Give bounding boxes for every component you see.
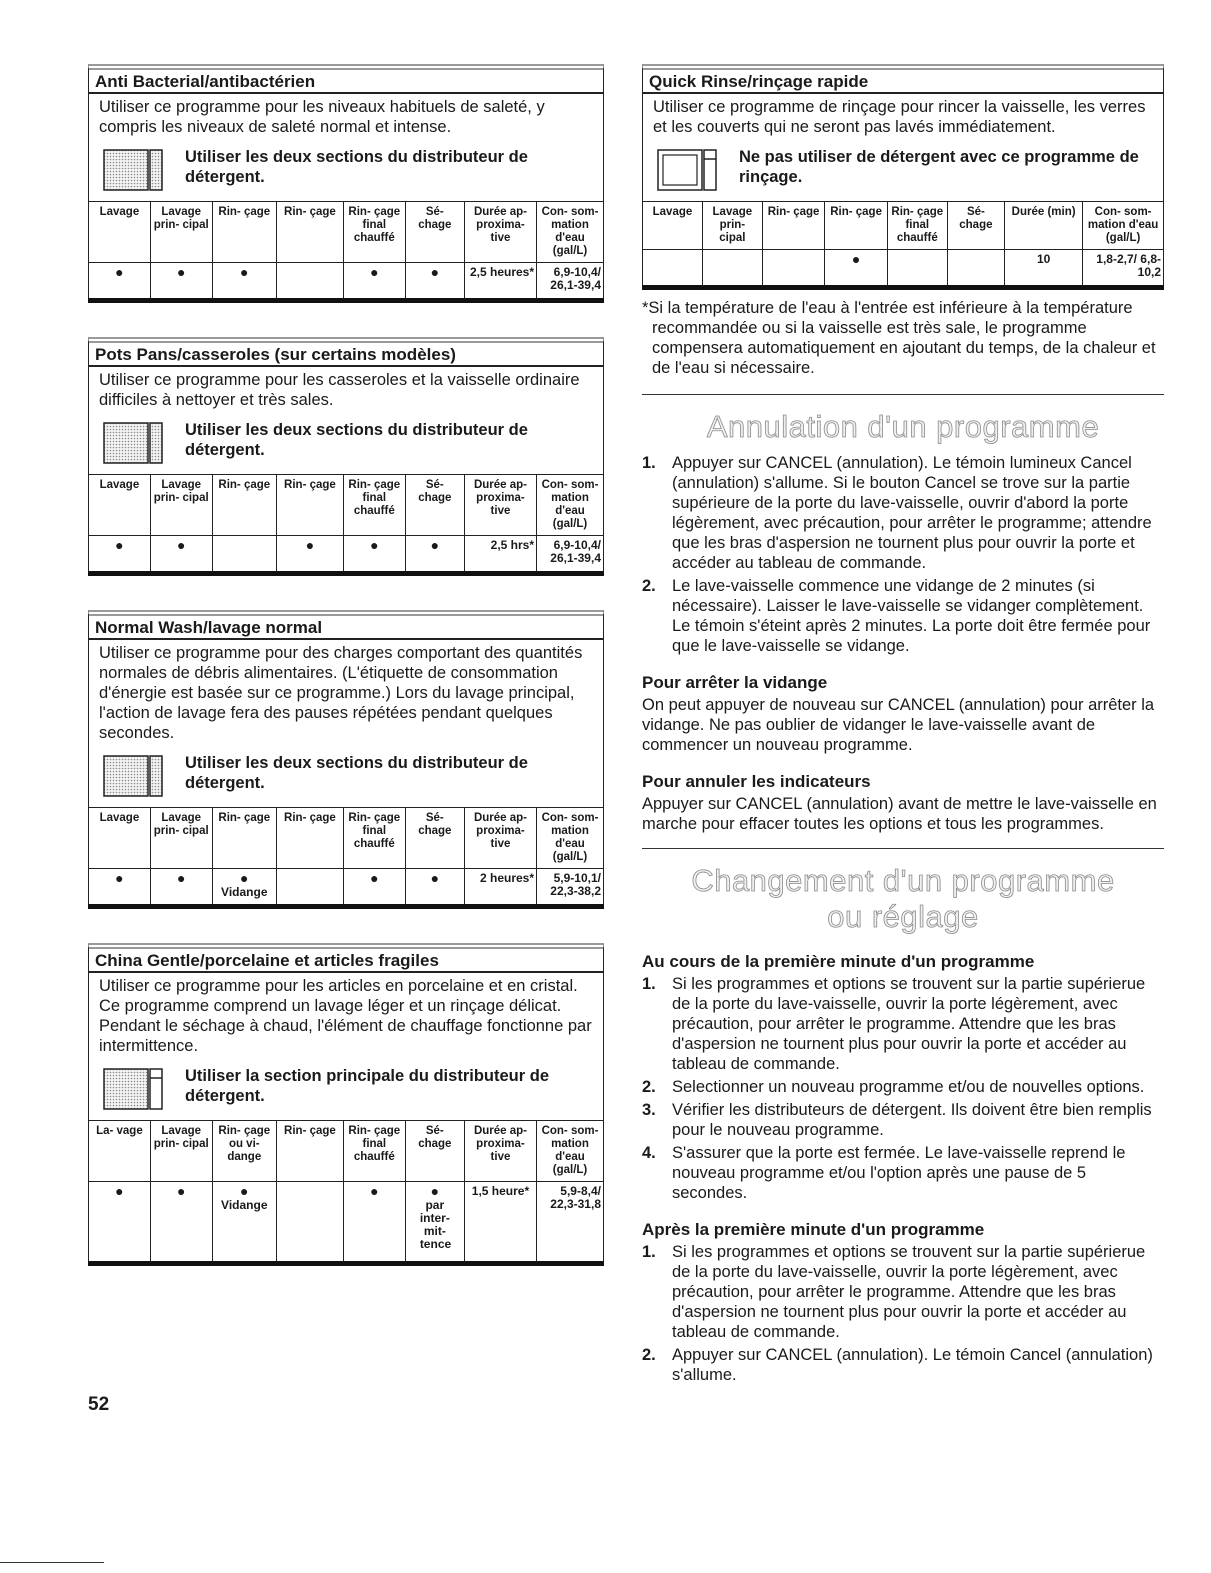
header-dry: Sé- chage xyxy=(947,202,1004,250)
table-row xyxy=(89,1182,604,1264)
cycle-table xyxy=(88,1120,604,1266)
list-item: 1. Si les programmes et options se trouvent sur la partie supérierue de la porte du lave-vaisselle, ouvrir la porte légèrement, avec précaution, pour arrêter le programme. Attendre que les bras d'aspersion ne tournent plus pour ouvrir la porte et accéder au tableau de commande. xyxy=(642,1243,1146,1341)
dot-icon: ● xyxy=(430,870,440,886)
header-duration: Durée ap- proxima- tive xyxy=(464,475,536,536)
right-column xyxy=(642,64,1164,1388)
header-main-wash: Lavage prin- cipal xyxy=(150,475,212,536)
header-duration: Durée ap- proxima- tive xyxy=(464,202,536,263)
dot-icon: ● xyxy=(370,537,379,553)
cycle-description: Utiliser ce programme pour des charges comportant des quantités normales de débris alimentaires. (L'étiquette de consommation d'énergie est basée sur ce programme.) Lors du lavage principal, l'action de lavage fera des pauses répétées pendant quelques secondes. xyxy=(99,644,583,742)
list-item: 2. Selectionner un nouveau programme et/ou de nouvelles options. xyxy=(642,1078,1145,1096)
header-final-rinse: Rin- çage final chauffé xyxy=(343,202,405,263)
dot-icon: ● xyxy=(115,537,124,553)
section-title-cancel: Annulation d'un programme xyxy=(706,409,1100,444)
header-rinse: Rin- çage xyxy=(212,202,276,263)
list-item: 4. S'assurer que la porte est fermée. Le lave-vaisselle reprend le nouveau programme et/ou l'option après une pause de 5 secondes. xyxy=(642,1144,1126,1202)
dry-note: par inter- mit- tence xyxy=(419,1198,452,1251)
list-item: 3. Vérifier les distributeurs de détergent. Ils doivent être bien remplis pour le nouveau programme. xyxy=(642,1101,1152,1139)
dot-icon: ● xyxy=(115,264,124,280)
dot-icon: ● xyxy=(430,264,440,280)
header-wash: La- vage xyxy=(89,1121,151,1182)
header-wash: Lavage xyxy=(643,202,703,250)
cycle-normal-wash xyxy=(88,610,604,909)
dot-icon: ● xyxy=(176,537,186,553)
dot-icon: ● xyxy=(370,1183,379,1199)
table-row xyxy=(89,869,604,907)
cycle-table xyxy=(88,474,604,576)
water-value: 6,9-10,4/ 26,1-39,4 xyxy=(537,536,604,574)
dot-icon: ● xyxy=(240,1183,249,1199)
table-row xyxy=(643,250,1164,288)
header-rinse: Rin- çage xyxy=(276,1121,343,1182)
after-minute-steps xyxy=(642,1242,1164,1385)
header-wash: Lavage xyxy=(89,202,151,263)
cycle-description: Utiliser ce programme pour les articles en porcelaine et en cristal. Ce programme comprend un lavage léger et un rinçage délicat. Pendant le séchage à chaud, l'élément de chauffage fonctionne par intermittence. xyxy=(99,977,592,1055)
subheading-cancel-indicators: Pour annuler les indicateurs xyxy=(642,772,871,791)
header-main-wash: Lavage prin- cipal xyxy=(150,202,212,263)
table-row xyxy=(89,263,604,301)
detergent-dispenser-both-icon xyxy=(103,149,163,191)
header-duration: Durée (min) xyxy=(1005,202,1083,250)
header-dry: Sé- chage xyxy=(405,808,464,869)
paragraph-stop-drain: On peut appuyer de nouveau sur CANCEL (annulation) pour arrêter la vidange. Ne pas oublier de vidanger le lave-vaisselle avant de commencer un nouveau programme. xyxy=(642,696,1155,754)
cycle-description: Utiliser ce programme pour les casseroles et la vaisselle ordinaire difficiles à nettoyer et très sales. xyxy=(99,371,580,409)
list-item: 1. Si les programmes et options se trouvent sur la partie supérierue de la porte du lave-vaisselle, ouvrir la porte légèrement, avec précaution, pour arrêter le programme. Attendre que les bras d'aspersion ne tournent plus pour ouvrir la porte et accéder au tableau de commande. xyxy=(642,975,1146,1073)
drain-label: Vidange xyxy=(221,1198,268,1212)
header-rinse-or-drain: Rin- çage ou vi- dange xyxy=(212,1121,276,1182)
list-item: 2. Appuyer sur CANCEL (annulation). Le témoin Cancel (annulation) s'allume. xyxy=(642,1346,1153,1384)
duration-value: 2,5 hrs* xyxy=(464,536,536,574)
detergent-note: Utiliser les deux sections du distributeur de détergent. xyxy=(185,148,528,186)
header-water: Con- som- mation d'eau (gal/L) xyxy=(537,1121,604,1182)
dot-icon: ● xyxy=(430,537,440,553)
cancel-steps xyxy=(642,453,1164,656)
cycle-table xyxy=(642,201,1164,290)
detergent-note: Ne pas utiliser de détergent avec ce programme de rinçage. xyxy=(739,148,1139,186)
duration-value: 1,5 heure* xyxy=(464,1182,536,1264)
subheading-stop-drain: Pour arrêter la vidange xyxy=(642,673,828,692)
duration-value: 2 heures* xyxy=(464,869,536,907)
divider xyxy=(642,394,1164,395)
header-final-rinse: Rin- çage final chauffé xyxy=(343,475,405,536)
detergent-note: Utiliser la section principale du distributeur de détergent. xyxy=(185,1067,549,1105)
drain-label: Vidange xyxy=(221,885,268,899)
page-number: 52 xyxy=(88,1394,110,1415)
cycle-title: China Gentle/porcelaine et articles fragiles xyxy=(89,949,603,973)
table-header-row xyxy=(89,202,604,263)
cycle-china-gentle xyxy=(88,943,604,1266)
first-minute-steps xyxy=(642,974,1164,1203)
detergent-dispenser-main-icon xyxy=(103,1068,163,1110)
cycle-description: Utiliser ce programme de rinçage pour rincer la vaisselle, les verres et les couverts qui ne seront pas lavés immédiatement. xyxy=(653,98,1146,136)
header-rinse: Rin- çage xyxy=(825,202,888,250)
cycle-anti-bacterial xyxy=(88,64,604,303)
footnote: *Si la température de l'eau à l'entrée est inférieure à la température recommandée ou si la vaisselle est très sale, le programme compensera automatiquement en ajoutant du temps, de la chaleur et de l'eau si nécessaire. xyxy=(642,299,1156,377)
cycle-table xyxy=(88,201,604,303)
header-wash: Lavage xyxy=(89,475,151,536)
dot-icon: ● xyxy=(240,870,249,886)
duration-value: 2,5 heures* xyxy=(464,263,536,301)
dot-icon: ● xyxy=(370,870,379,886)
header-final-rinse: Rin- çage final chauffé xyxy=(887,202,947,250)
header-duration: Durée ap- proxima- tive xyxy=(464,1121,536,1182)
header-water: Con- som- mation d'eau (gal/L) xyxy=(1083,202,1164,250)
water-value: 1,8-2,7/ 6,8-10,2 xyxy=(1083,250,1164,288)
detergent-dispenser-both-icon xyxy=(103,755,163,797)
cycle-description: Utiliser ce programme pour les niveaux habituels de saleté, y compris les niveaux de saleté normal et intense. xyxy=(99,98,545,136)
water-value: 6,9-10,4/ 26,1-39,4 xyxy=(537,263,604,301)
dot-icon: ● xyxy=(176,1183,186,1199)
dot-icon: ● xyxy=(240,264,249,280)
header-rinse: Rin- çage xyxy=(762,202,825,250)
section-title-change: Changement d'un programme ou réglage xyxy=(691,863,1115,934)
header-main-wash: Lavage prin- cipal xyxy=(702,202,762,250)
header-dry: Sé- chage xyxy=(405,202,464,263)
water-value: 5,9-8,4/ 22,3-31,8 xyxy=(537,1182,604,1264)
header-main-wash: Lavage prin- cipal xyxy=(150,808,212,869)
dot-icon: ● xyxy=(115,1183,124,1199)
cycle-title: Quick Rinse/rinçage rapide xyxy=(643,70,1163,94)
cycle-title: Anti Bacterial/antibactérien xyxy=(89,70,603,94)
header-rinse: Rin- çage xyxy=(276,475,343,536)
detergent-dispenser-both-icon xyxy=(103,422,163,464)
header-wash: Lavage xyxy=(89,808,151,869)
subheading-after-minute: Après la première minute d'un programme xyxy=(642,1220,985,1239)
duration-value: 10 xyxy=(1005,250,1083,288)
header-dry: Sé- chage xyxy=(405,1121,464,1182)
cycle-pots-pans xyxy=(88,337,604,576)
table-header-row xyxy=(89,475,604,536)
detergent-dispenser-empty-icon xyxy=(657,149,717,191)
table-header-row xyxy=(89,1121,604,1182)
left-column xyxy=(88,64,604,1416)
paragraph-cancel-indicators: Appuyer sur CANCEL (annulation) avant de mettre le lave-vaisselle en marche pour effacer toutes les options et tous les programmes. xyxy=(642,795,1157,833)
header-dry: Sé- chage xyxy=(405,475,464,536)
cycle-title: Normal Wash/lavage normal xyxy=(89,616,603,640)
header-water: Con- som- mation d'eau (gal/L) xyxy=(537,202,604,263)
detergent-note: Utiliser les deux sections du distributeur de détergent. xyxy=(185,754,528,792)
footer-rule xyxy=(0,1562,104,1563)
header-water: Con- som- mation d'eau (gal/L) xyxy=(537,475,604,536)
list-item: 2. Le lave-vaisselle commence une vidange de 2 minutes (si nécessaire). Laisser le lave-vaisselle se vidanger complètement. Le témoin s'éteint après 2 minutes. La porte doit être fermée pour que le lave-vaisselle se vidange. xyxy=(642,577,1151,655)
dot-icon: ● xyxy=(176,264,186,280)
dot-icon: ● xyxy=(176,870,186,886)
table-header-row xyxy=(89,808,604,869)
list-item: 1. Appuyer sur CANCEL (annulation). Le témoin lumineux Cancel (annulation) s'allume. Si le bouton Cancel se trove sur la partie supérieure de la porte du lave-vaisselle, ouvrir d'abord la porte légèrement, avec précaution, pour arrêter le programme; attendre que les bras d'aspersion ne tournent plus pour ouvrir la porte et accéder au tableau de commande. xyxy=(642,454,1152,572)
header-duration: Durée ap- proxima- tive xyxy=(464,808,536,869)
detergent-note: Utiliser les deux sections du distributeur de détergent. xyxy=(185,421,528,459)
subheading-first-minute: Au cours de la première minute d'un programme xyxy=(642,952,1035,971)
water-value: 5,9-10,1/ 22,3-38,2 xyxy=(537,869,604,907)
header-final-rinse: Rin- çage final chauffé xyxy=(343,808,405,869)
dot-icon: ● xyxy=(305,537,315,553)
header-rinse: Rin- çage xyxy=(276,808,343,869)
header-rinse: Rin- çage xyxy=(212,808,276,869)
table-header-row xyxy=(643,202,1164,250)
table-row xyxy=(89,536,604,574)
dot-icon: ● xyxy=(851,251,861,267)
divider xyxy=(642,848,1164,849)
header-main-wash: Lavage prin- cipal xyxy=(150,1121,212,1182)
header-water: Con- som- mation d'eau (gal/L) xyxy=(537,808,604,869)
header-rinse: Rin- çage xyxy=(212,475,276,536)
cycle-quick-rinse xyxy=(642,64,1164,290)
dot-icon: ● xyxy=(370,264,379,280)
header-rinse: Rin- çage xyxy=(276,202,343,263)
cycle-table xyxy=(88,807,604,909)
header-final-rinse: Rin- çage final chauffé xyxy=(343,1121,405,1182)
dot-icon: ● xyxy=(430,1183,440,1199)
dot-icon: ● xyxy=(115,870,124,886)
cycle-title: Pots Pans/casseroles (sur certains modèles) xyxy=(89,343,603,367)
